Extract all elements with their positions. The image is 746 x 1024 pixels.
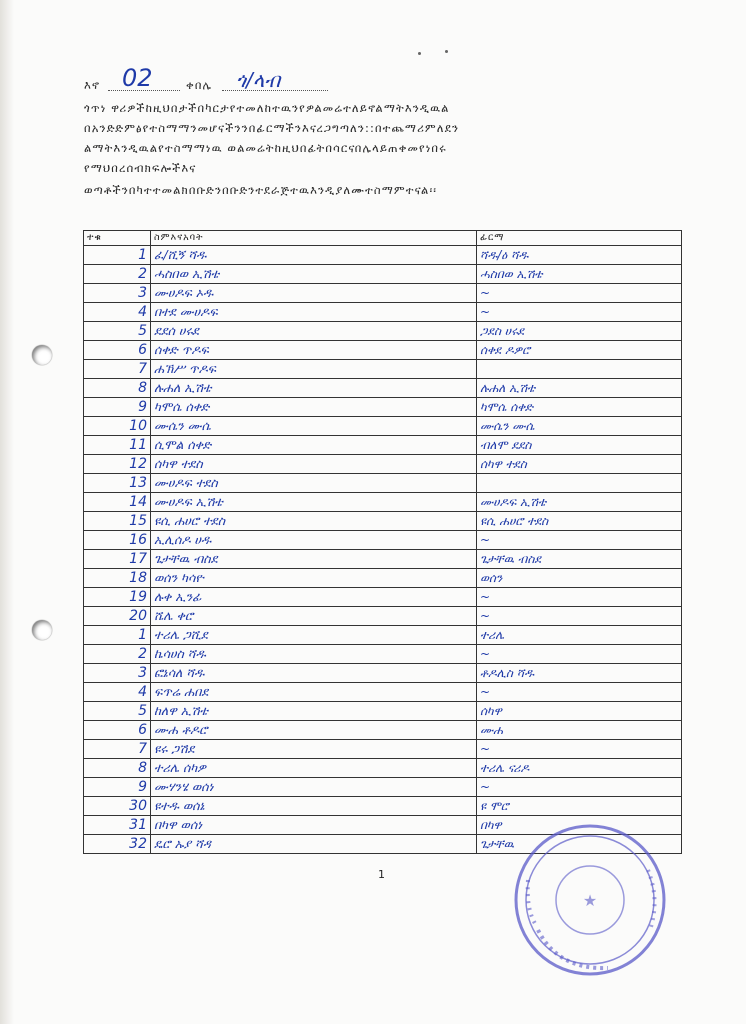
row-signature: ወሰን <box>477 569 682 588</box>
header-paragraph-line: የማህበረሰብክፍሎችእና <box>84 161 197 175</box>
row-name: ዴሮ ኡያ ሻዳ <box>151 835 477 854</box>
row-signature: ~ <box>477 607 682 626</box>
row-signature: ~ <box>477 303 682 322</box>
table-row <box>84 379 682 398</box>
row-number: 7 <box>84 360 151 379</box>
row-signature: ~ <box>477 284 682 303</box>
row-name: ኢሊሰዶ ሀዱ <box>151 531 477 550</box>
row-name: ፍጥሬ ሐበደ <box>151 683 477 702</box>
row-name: ሙሃንሄ ወሰነ <box>151 778 477 797</box>
row-number: 5 <box>84 702 151 721</box>
row-number: 2 <box>84 645 151 664</box>
row-name: ሲሞል ሰቀድ <box>151 436 477 455</box>
svg-text:★: ★ <box>582 891 598 910</box>
row-signature: ~ <box>477 531 682 550</box>
table-row <box>84 797 682 816</box>
table-row <box>84 493 682 512</box>
row-signature: ጌታቸዉ <box>477 835 682 854</box>
table-row <box>84 341 682 360</box>
table-row <box>84 778 682 797</box>
table-row <box>84 284 682 303</box>
row-signature: ሻዱ/ዕ ሻዱ <box>477 246 682 265</box>
row-number: 9 <box>84 398 151 417</box>
row-name: ሼሌ ቀሮ <box>151 607 477 626</box>
row-name: ሓስበወ ኢሽቴ <box>151 265 477 284</box>
row-name: ተሪሌ ጋሺደ <box>151 626 477 645</box>
row-number: 19 <box>84 588 151 607</box>
row-signature: ~ <box>477 740 682 759</box>
table-row <box>84 550 682 569</box>
table-header-row <box>84 231 682 246</box>
row-number: 30 <box>84 797 151 816</box>
row-name: ዩተዱ ወሰኔ <box>151 797 477 816</box>
row-name: ፎኔሳለ ሻዱ <box>151 664 477 683</box>
row-signature: ሙሴን ሙሴ <box>477 417 682 436</box>
table-row <box>84 683 682 702</box>
row-name: ሙሀዶፍ ኦዱ <box>151 284 477 303</box>
row-signature: ሙሐ <box>477 721 682 740</box>
table-row <box>84 626 682 645</box>
table-row <box>84 531 682 550</box>
row-number: 12 <box>84 455 151 474</box>
row-number: 8 <box>84 379 151 398</box>
table-row <box>84 664 682 683</box>
row-signature: ዩ ሞሮ <box>477 797 682 816</box>
row-number: 8 <box>84 759 151 778</box>
row-number: 9 <box>84 778 151 797</box>
row-number: 1 <box>84 626 151 645</box>
row-number: 20 <box>84 607 151 626</box>
row-signature: ሰካዋ <box>477 702 682 721</box>
signature-register-table <box>83 230 682 854</box>
row-name: በካዋ ወሰነ <box>151 816 477 835</box>
row-signature: ሰካዋ ተደስ <box>477 455 682 474</box>
row-number: 6 <box>84 341 151 360</box>
table-row <box>84 360 682 379</box>
row-number: 18 <box>84 569 151 588</box>
handwritten-kebele: ጎ/ላብ <box>236 68 281 92</box>
row-signature: ~ <box>477 778 682 797</box>
row-signature: ተሪሌ ናሪዶ <box>477 759 682 778</box>
row-signature: ሉሐለ ኢሽቴ <box>477 379 682 398</box>
table-row <box>84 645 682 664</box>
header-label-kebele: ቀበሌ <box>186 78 213 92</box>
column-header-name: ስምእናአባት <box>151 231 477 246</box>
table-row <box>84 455 682 474</box>
row-number: 1 <box>84 246 151 265</box>
row-signature: ካሞሴ ሰቀድ <box>477 398 682 417</box>
row-name: ከለዋ ኢሽቴ <box>151 702 477 721</box>
row-signature: ጋደስ ሀሩደ <box>477 322 682 341</box>
row-number: 11 <box>84 436 151 455</box>
table-row <box>84 265 682 284</box>
header-paragraph-line: ወጣቶችንበካተተመልክበቡድንበቡድንተደራጅተዉእንዲያለሙተስማምተናል፡፡ <box>84 183 438 197</box>
row-number: 7 <box>84 740 151 759</box>
row-signature: ቶዶሊስ ሻዱ <box>477 664 682 683</box>
row-signature: ~ <box>477 683 682 702</box>
row-signature <box>477 474 682 493</box>
row-name: ኬሳሀስ ሻዱ <box>151 645 477 664</box>
table-row <box>84 436 682 455</box>
column-header-no: ተቁ <box>84 231 151 246</box>
page-edge-shadow <box>0 0 14 1024</box>
row-name: ሙሀዶፍ ተደስ <box>151 474 477 493</box>
row-name: ዩሲ ሐሀሮ ተደስ <box>151 512 477 531</box>
page-number: 1 <box>378 868 385 881</box>
row-signature: ጌታቸዉ ብስደ <box>477 550 682 569</box>
row-number: 31 <box>84 816 151 835</box>
row-name: ወሰን ካሳዮ <box>151 569 477 588</box>
table-row <box>84 417 682 436</box>
table-row <box>84 246 682 265</box>
speck <box>418 52 421 55</box>
row-signature: ~ <box>477 645 682 664</box>
punch-hole-top <box>32 345 52 365</box>
punch-hole-bottom <box>32 620 52 640</box>
row-number: 13 <box>84 474 151 493</box>
row-number: 16 <box>84 531 151 550</box>
row-name: ሙሴን ሙሴ <box>151 417 477 436</box>
row-number: 32 <box>84 835 151 854</box>
table-row <box>84 322 682 341</box>
table-row <box>84 759 682 778</box>
row-name: ሰካዋ ተደስ <box>151 455 477 474</box>
row-number: 3 <box>84 284 151 303</box>
row-number: 6 <box>84 721 151 740</box>
table-row <box>84 607 682 626</box>
row-name: ሙሀዶፍ ኢሽቴ <box>151 493 477 512</box>
row-number: 2 <box>84 265 151 284</box>
row-signature: ሙሀዶፍ ኢሽቴ <box>477 493 682 512</box>
header-paragraph-line: ጎጥነ ዋሪዎችከዚህበታችበካርታየተመለከተዉንየዎልመሬተለይኖልማትእንዲዉል <box>84 101 450 115</box>
row-name: ጌታቸዉ ብስደ <box>151 550 477 569</box>
table-row <box>84 702 682 721</box>
row-name: ሰቀድ ጥዶፍ <box>151 341 477 360</box>
row-name: ሐኽሥ ጥዶፍ <box>151 360 477 379</box>
header-label-no: እኖ <box>84 78 101 92</box>
table-row <box>84 721 682 740</box>
table-row <box>84 398 682 417</box>
row-name: ሙሐ ቶዶሮ <box>151 721 477 740</box>
table-row <box>84 569 682 588</box>
row-signature: ዩሲ ሐሀሮ ተደስ <box>477 512 682 531</box>
row-name: ሉቀ ኢንፊ <box>151 588 477 607</box>
header-paragraph-line: ልማትእንዲዉልየተስማማነዉ ወልመሬትከዚህበፊትበሳርናበሌላይጠቀመየነበሩ <box>84 141 447 155</box>
row-name: ሉሐለ ኢሽቴ <box>151 379 477 398</box>
table-row <box>84 588 682 607</box>
row-number: 10 <box>84 417 151 436</box>
row-number: 5 <box>84 322 151 341</box>
row-signature: ሰቀደ ዶዎሮ <box>477 341 682 360</box>
row-number: 17 <box>84 550 151 569</box>
header-paragraph-line: በአንድድምፅየተስማማንመሆናችንንበፊርማችንእናረጋግጣለን::በተጨማሪምለደን <box>84 121 460 135</box>
row-signature: ተሪሌ <box>477 626 682 645</box>
official-stamp-seal <box>508 820 672 980</box>
speck <box>445 50 448 53</box>
column-header-signature: ፊርማ <box>477 231 682 246</box>
row-name: ተሪሌ ሰካዎ <box>151 759 477 778</box>
row-number: 14 <box>84 493 151 512</box>
row-name: ዩሩ ጋሽደ <box>151 740 477 759</box>
row-number: 4 <box>84 303 151 322</box>
row-number: 4 <box>84 683 151 702</box>
table-row <box>84 303 682 322</box>
row-signature: ሓስበወ ኢሽቴ <box>477 265 682 284</box>
row-signature: በካዋ <box>477 816 682 835</box>
table-row <box>84 512 682 531</box>
table-row <box>84 740 682 759</box>
row-name: ፈ/ሺኝ ሻዱ <box>151 246 477 265</box>
row-number: 15 <box>84 512 151 531</box>
handwritten-no: 02 <box>122 64 153 92</box>
row-signature: ብለሞ ደደስ <box>477 436 682 455</box>
row-signature <box>477 360 682 379</box>
row-signature: ~ <box>477 588 682 607</box>
row-name: ደደሰ ሀሩደ <box>151 322 477 341</box>
table-row <box>84 474 682 493</box>
row-name: በተደ ሙሀዶፍ <box>151 303 477 322</box>
row-number: 3 <box>84 664 151 683</box>
row-name: ካሞሴ ሰቀድ <box>151 398 477 417</box>
